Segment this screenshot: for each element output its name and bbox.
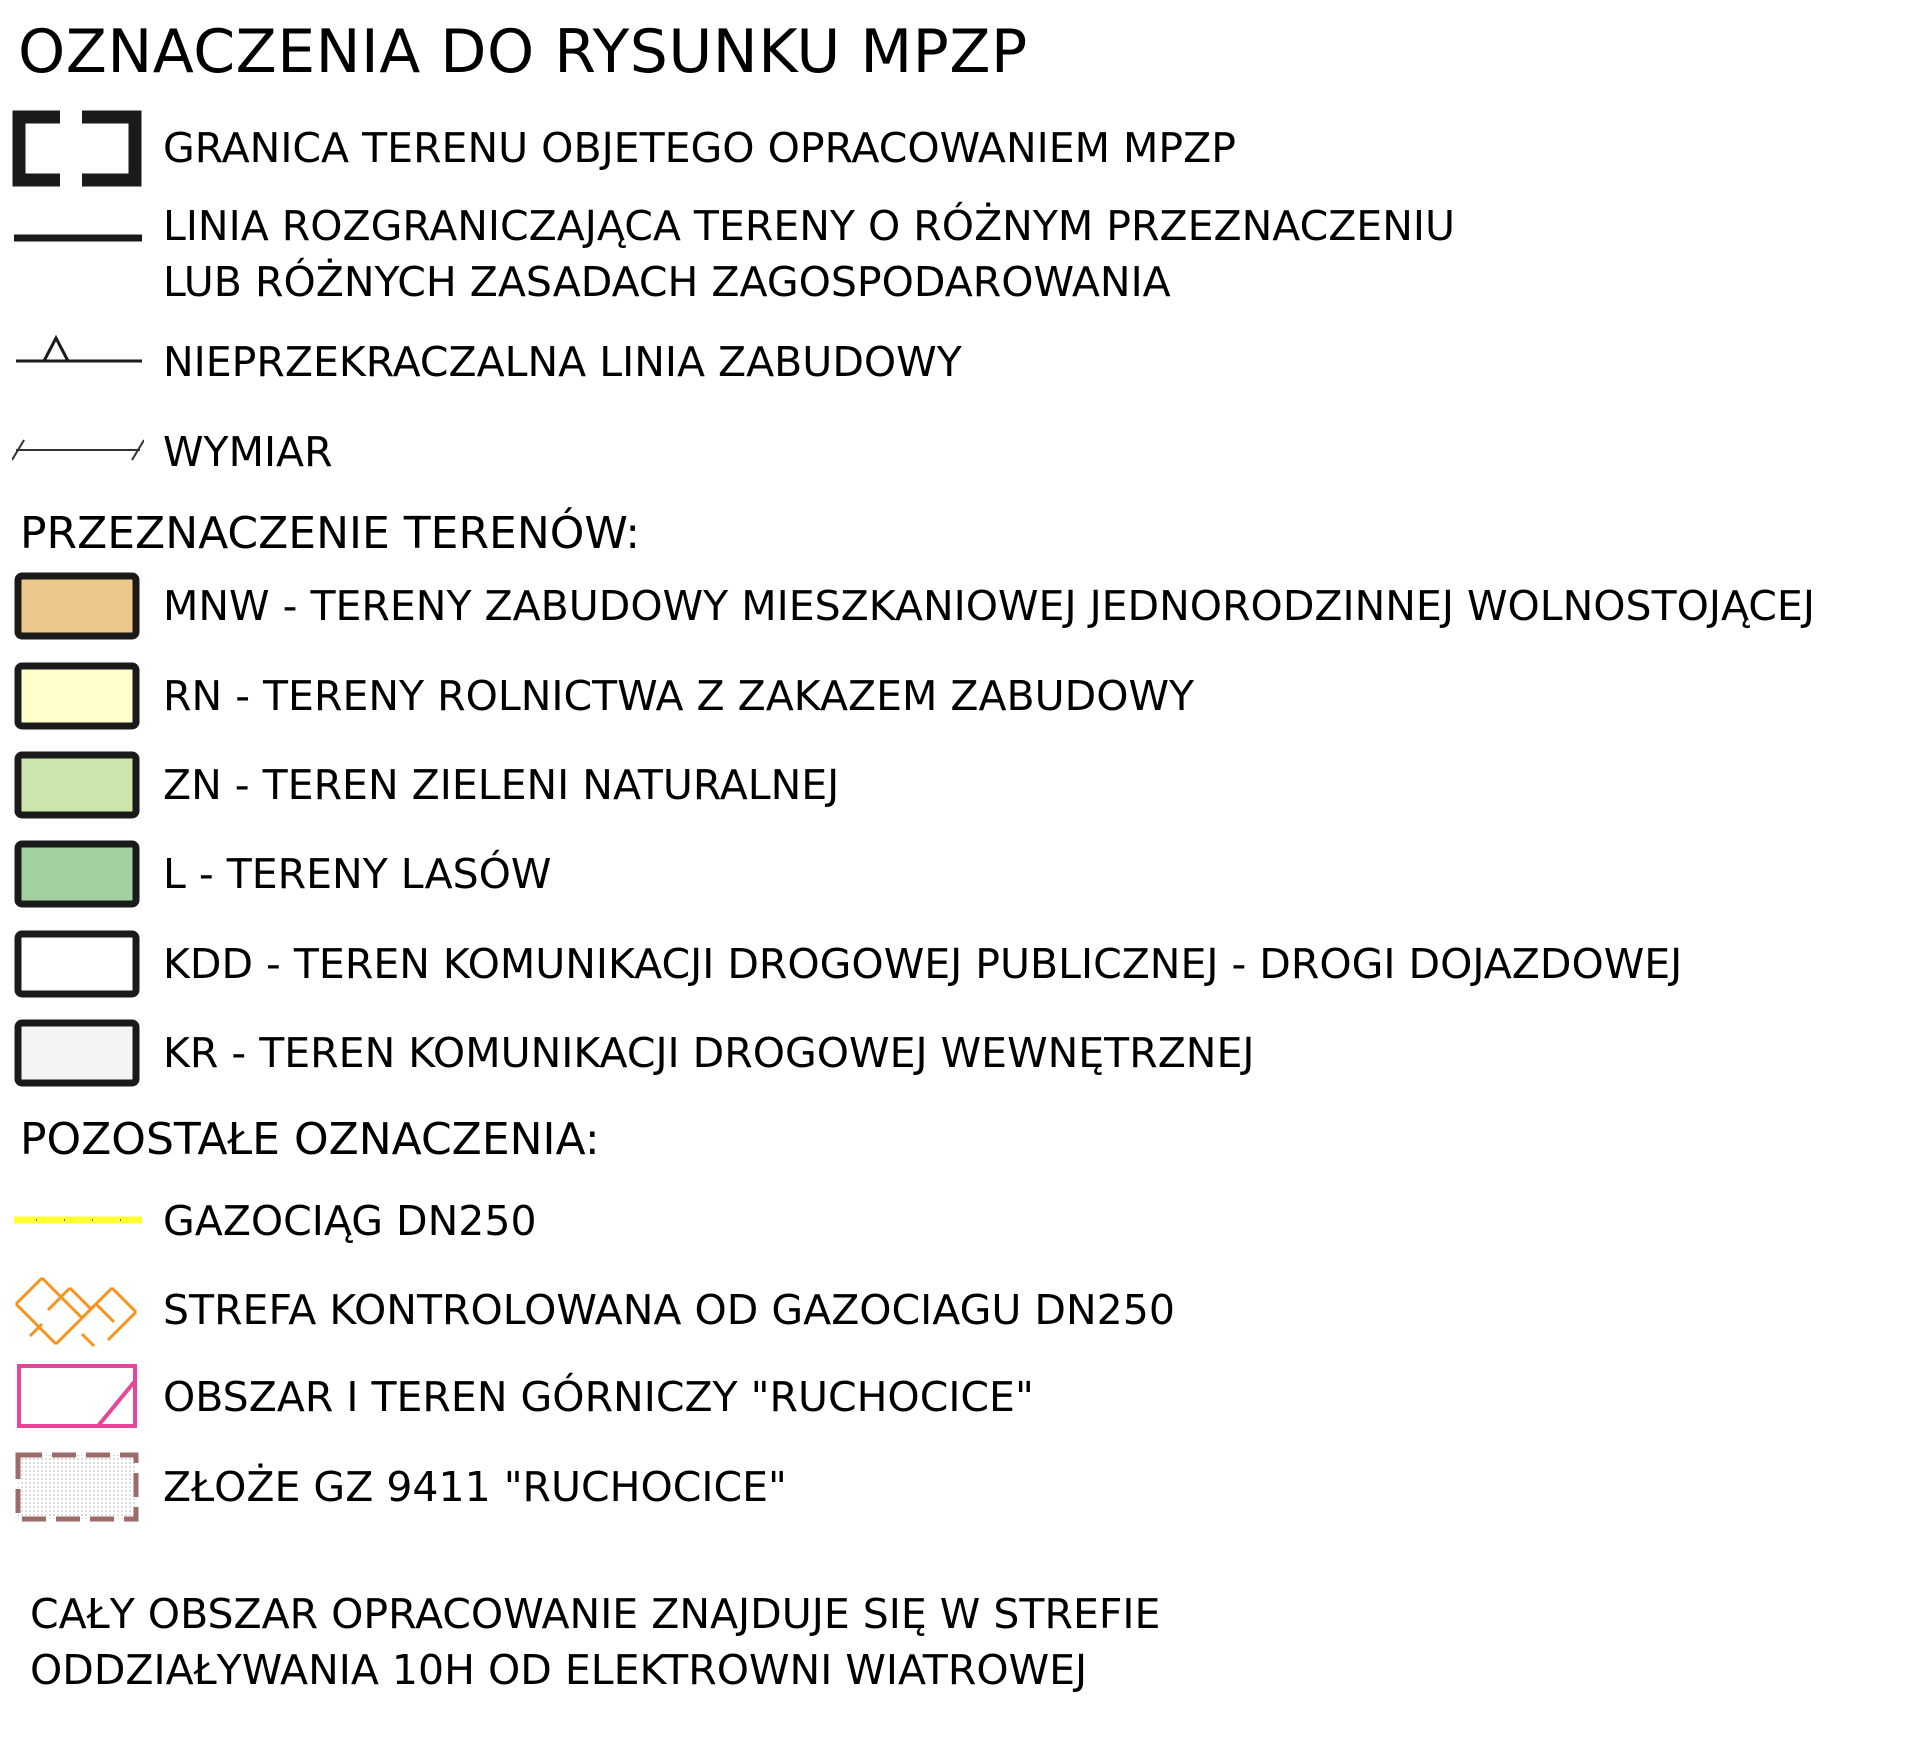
dividing-line-label xyxy=(163,198,1455,310)
rn-label: RN - TERENY ROLNICTWA Z ZAKAZEM ZABUDOWY xyxy=(163,672,1195,720)
dividing-line-label-line-1: LINIA ROZGRANICZAJĄCA TERENY O RÓŻNYM PRZEZNACZENIU xyxy=(163,202,1455,250)
dimension-symbol-icon xyxy=(12,414,144,494)
zn-swatch-icon xyxy=(12,749,144,829)
mnw-label: MNW - TERENY ZABUDOWY MIESZKANIOWEJ JEDNORODZINNEJ WOLNOSTOJĄCEJ xyxy=(163,582,1815,630)
mining-area-symbol-icon xyxy=(12,1359,144,1439)
gas-pipeline-symbol-icon xyxy=(12,1183,144,1263)
kr-label: KR - TEREN KOMUNIKACJI DROGOWEJ WEWNĘTRZNEJ xyxy=(163,1029,1255,1077)
zn-label: ZN - TEREN ZIELENI NATURALNEJ xyxy=(163,761,840,809)
mining-area-label: OBSZAR I TEREN GÓRNICZY "RUCHOCICE" xyxy=(163,1373,1034,1421)
boundary-label: GRANICA TERENU OBJETEGO OPRACOWANIEM MPZP xyxy=(163,124,1236,172)
controlled-zone-label: STREFA KONTROLOWANA OD GAZOCIAGU DN250 xyxy=(163,1286,1175,1334)
l-swatch-icon xyxy=(12,838,144,918)
controlled-zone-hatch-icon xyxy=(12,1270,144,1350)
rn-swatch-icon xyxy=(12,660,144,740)
l-label: L - TERENY LASÓW xyxy=(163,850,552,898)
note-line-1: CAŁY OBSZAR OPRACOWANIE ZNAJDUJE SIĘ W STREFIE xyxy=(30,1590,1161,1638)
legend-title: OZNACZENIA DO RYSUNKU MPZP xyxy=(18,17,1028,87)
kdd-swatch-icon xyxy=(12,928,144,1008)
mnw-swatch-icon xyxy=(12,570,144,650)
wind-turbine-zone-note xyxy=(30,1586,1160,1698)
land-use-heading: PRZEZNACZENIE TERENÓW: xyxy=(20,508,641,559)
other-markings-heading: POZOSTAŁE OZNACZENIA: xyxy=(20,1114,600,1165)
kr-swatch-icon xyxy=(12,1017,144,1097)
building-line-symbol-icon xyxy=(12,324,144,404)
deposit-label: ZŁOŻE GZ 9411 "RUCHOCICE" xyxy=(163,1463,787,1511)
dimension-label: WYMIAR xyxy=(163,428,333,476)
dividing-line-label-line-2: LUB RÓŻNYCH ZASADACH ZAGOSPODAROWANIA xyxy=(163,258,1171,306)
note-line-2: ODDZIAŁYWANIA 10H OD ELEKTROWNI WIATROWEJ xyxy=(30,1646,1088,1694)
boundary-symbol-icon xyxy=(12,108,144,188)
deposit-symbol-icon xyxy=(12,1449,144,1529)
kdd-label: KDD - TEREN KOMUNIKACJI DROGOWEJ PUBLICZNEJ - DROGI DOJAZDOWEJ xyxy=(163,940,1683,988)
dividing-line-symbol-icon xyxy=(12,198,144,278)
building-line-label: NIEPRZEKRACZALNA LINIA ZABUDOWY xyxy=(163,338,962,386)
gas-pipeline-label: GAZOCIĄG DN250 xyxy=(163,1197,537,1245)
